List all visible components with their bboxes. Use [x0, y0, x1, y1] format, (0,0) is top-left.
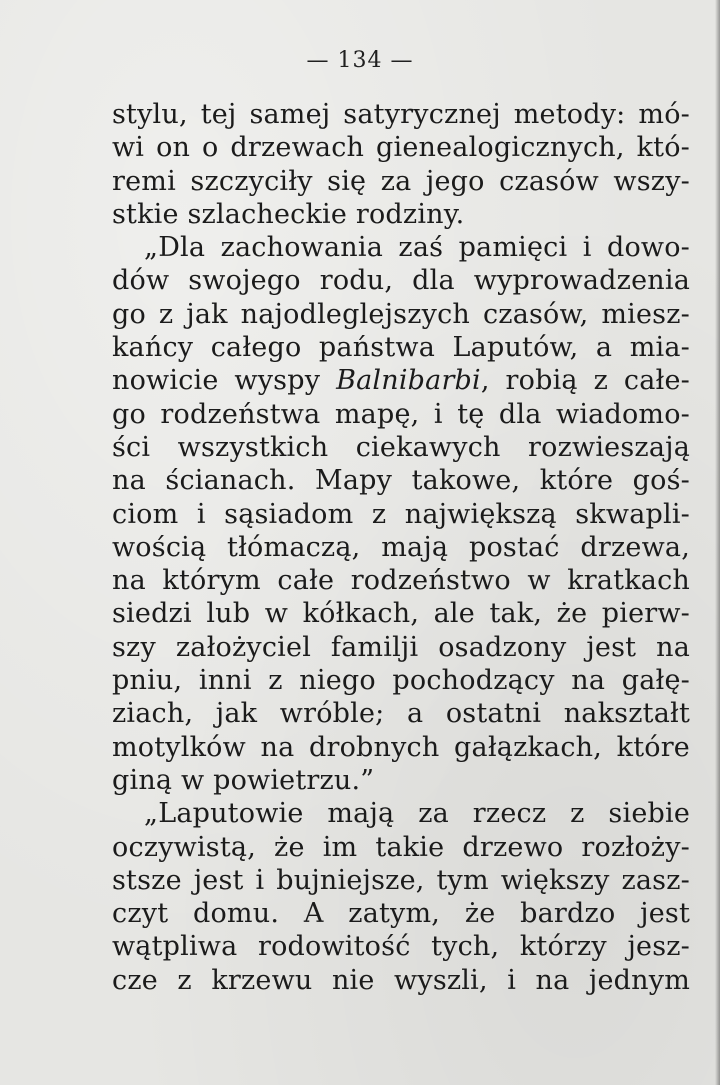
- text-line: stkie szlacheckie rodziny.: [112, 198, 465, 230]
- text-line: ści wszystkich ciekawych rozwieszają: [112, 431, 690, 463]
- text-line: na ścianach. Mapy takowe, które goś-: [112, 465, 690, 497]
- text-line: ziach, jak wróble; a ostatni nakształt: [112, 698, 690, 730]
- text-line: go rodzeństwa mapę, i tę dla wiadomo-: [112, 398, 690, 430]
- text-line: wi on o drzewach gienealogicznych, któ-: [112, 132, 690, 164]
- paragraph-1: [112, 98, 690, 231]
- text-line: „Laputowie mają za rzecz z siebie: [144, 798, 690, 830]
- text-line: motylków na drobnych gałązkach, które: [112, 731, 690, 763]
- text-line: kańcy całego państwa Laputów, a mia-: [112, 332, 690, 364]
- text-line: cze z krzewu nie wyszli, i na jednym: [112, 964, 690, 996]
- text-line: oczywistą, że im takie drzewo rozłoży-: [112, 831, 690, 863]
- text-line: wością tłómaczą, mają postać drzewa,: [112, 531, 690, 563]
- text-line: wątpliwa rodowitość tych, którzy jesz-: [112, 931, 690, 963]
- paragraph-3: [112, 797, 690, 997]
- text-line: „Dla zachowania zaś pamięci i dowo-: [144, 232, 690, 264]
- text-line: siedzi lub w kółkach, ale tak, że pierw-: [112, 598, 690, 630]
- text-line: go z jak najodleglejszych czasów, miesz-: [112, 298, 690, 330]
- text-line: dów swojego rodu, dla wyprowadzenia: [112, 265, 690, 297]
- text-line: stsze jest i bujniejsze, tym większy zasz-: [112, 864, 690, 896]
- page-edge-shadow: [715, 0, 720, 1085]
- text-line: pniu, inni z niego pochodzący na gałę-: [112, 665, 690, 697]
- italic-place-name: Balnibarbi: [336, 365, 481, 397]
- page-number: — 134 —: [306, 48, 414, 73]
- text-line-with-italic: [112, 364, 690, 397]
- paragraph-2: [112, 231, 690, 797]
- text-run: , robią z całe-: [480, 365, 690, 397]
- text-line: remi szczyciły się za jego czasów wszy-: [112, 165, 690, 197]
- text-line: giną w powietrzu.”: [112, 764, 375, 796]
- text-line: na którym całe rodzeństwo w kratkach: [112, 565, 690, 597]
- text-line: szy założyciel familji osadzony jest na: [112, 631, 690, 663]
- text-run: nowicie wyspy: [112, 365, 337, 397]
- body-text: [112, 98, 690, 997]
- text-line: stylu, tej samej satyrycznej metody: mó-: [112, 99, 690, 130]
- text-line: ciom i sąsiadom z największą skwapli-: [112, 498, 690, 530]
- text-line: czyt domu. A zatym, że bardzo jest: [112, 898, 690, 930]
